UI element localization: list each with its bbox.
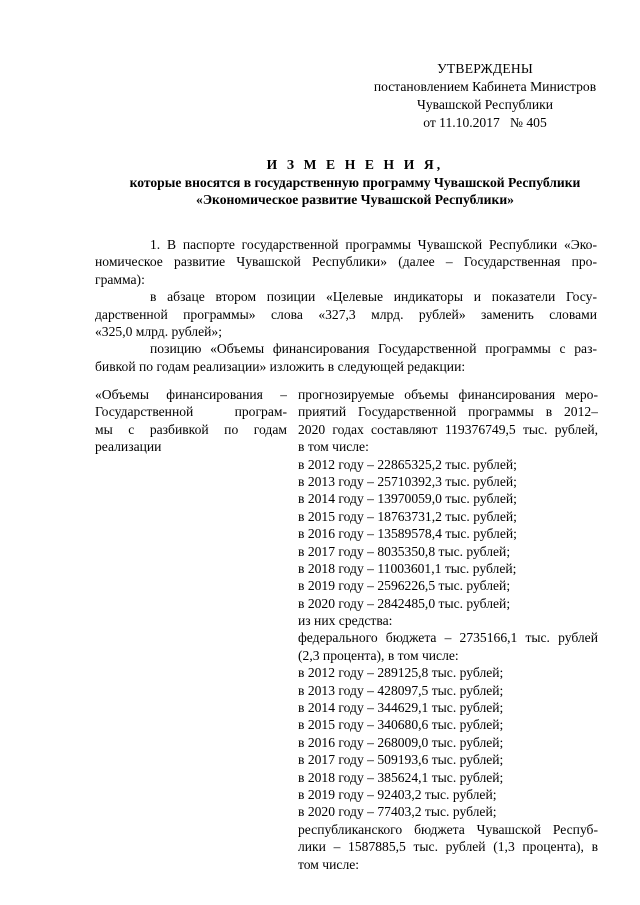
left-cell-line: «Объемы финансирования – (95, 387, 287, 402)
right-cell-line: в 2018 году – 385624,1 тыс. рублей; (298, 769, 504, 785)
left-cell-line: реализации (95, 439, 162, 455)
right-cell-line: в 2016 году – 268009,0 тыс. рублей; (298, 734, 504, 750)
title-heading: И З М Е Н Е Н И Я, (266, 157, 444, 172)
intro-line: «325,0 млрд. рублей»; (95, 323, 222, 339)
table-left-cell (95, 386, 287, 456)
left-cell-line: мы с разбивкой по годам (95, 421, 287, 437)
right-cell-line: в 2013 году – 25710392,3 тыс. рублей; (298, 473, 517, 489)
right-cell-line: лики – 1587885,5 тыс. рублей (1,3 процента), в (298, 839, 598, 855)
intro-paragraphs (95, 236, 597, 375)
right-cell-line: в 2020 году – 77403,2 тыс. рублей; (298, 804, 497, 820)
right-cell-line: прогнозируемые объемы финансирования меро- (298, 387, 598, 402)
right-cell-line: 2020 годах составляют 119376749,5 тыс. рублей, (298, 421, 598, 437)
approval-title: УТВЕРЖДЕНЫ (437, 61, 533, 76)
right-cell-line: в 2020 году – 2842485,0 тыс. рублей; (298, 595, 511, 611)
right-cell-line: в 2018 году – 11003601,1 тыс. рублей; (298, 560, 517, 576)
right-cell-line: в 2014 году – 344629,1 тыс. рублей; (298, 700, 504, 716)
right-cell-line: том числе: (298, 856, 360, 872)
right-cell-line: в 2015 году – 340680,6 тыс. рублей; (298, 717, 504, 733)
intro-line: позицию «Объемы финансирования Государственной программы с раз- (150, 341, 597, 357)
right-cell-line: в 2015 году – 18763731,2 тыс. рублей; (298, 508, 517, 524)
table-right-cell (298, 386, 598, 873)
right-cell-line: в том числе: (298, 439, 369, 455)
right-cell-line: республиканского бюджета Чувашской Респуб- (298, 821, 598, 837)
intro-line: бивкой по годам реализации» изложить в следующей редакции: (95, 358, 466, 374)
right-cell-line: в 2016 году – 13589578,4 тыс. рублей; (298, 526, 517, 542)
right-cell-line: в 2014 году – 13970059,0 тыс. рублей; (298, 491, 517, 507)
intro-line: в абзаце втором позиции «Целевые индикаторы и показатели Госу- (150, 289, 597, 305)
approval-stamp (370, 60, 600, 132)
intro-line: 1. В паспорте государственной программы Чувашской Республики «Эко- (150, 237, 597, 252)
right-cell-line: приятий Государственной программы в 2012– (298, 404, 598, 420)
title-subtitle-line1: которые вносятся в государственную программу Чувашской Республики (129, 174, 581, 190)
right-cell-line: федерального бюджета – 2735166,1 тыс. рублей (298, 630, 598, 646)
document-title (95, 156, 615, 209)
right-cell-line: в 2017 году – 509193,6 тыс. рублей; (298, 752, 504, 768)
title-subtitle-line2: «Экономическое развитие Чувашской Республики» (196, 192, 514, 207)
intro-line: номическое развитие Чувашской Республики» (далее – Государственная про- (95, 254, 597, 270)
intro-line: дарственной программы» слова «327,3 млрд. рублей» заменить словами (95, 306, 597, 322)
intro-line: грамма): (95, 271, 145, 287)
approval-date-number: от 11.10.2017 № 405 (423, 115, 547, 130)
right-cell-line: в 2017 году – 8035350,8 тыс. рублей; (298, 543, 511, 559)
right-cell-line: в 2012 году – 22865325,2 тыс. рублей; (298, 456, 517, 472)
right-cell-line: в 2019 году – 2596226,5 тыс. рублей; (298, 578, 511, 594)
left-cell-line: Государственной програм- (95, 404, 287, 420)
right-cell-line: в 2019 году – 92403,2 тыс. рублей; (298, 786, 497, 802)
right-cell-line: (2,3 процента), в том числе: (298, 647, 459, 663)
right-cell-line: в 2013 году – 428097,5 тыс. рублей; (298, 682, 504, 698)
approval-region: Чувашской Республики (417, 97, 553, 112)
approval-authority: постановлением Кабинета Министров (373, 79, 597, 94)
right-cell-line: из них средства: (298, 613, 393, 629)
right-cell-line: в 2012 году – 289125,8 тыс. рублей; (298, 665, 504, 681)
